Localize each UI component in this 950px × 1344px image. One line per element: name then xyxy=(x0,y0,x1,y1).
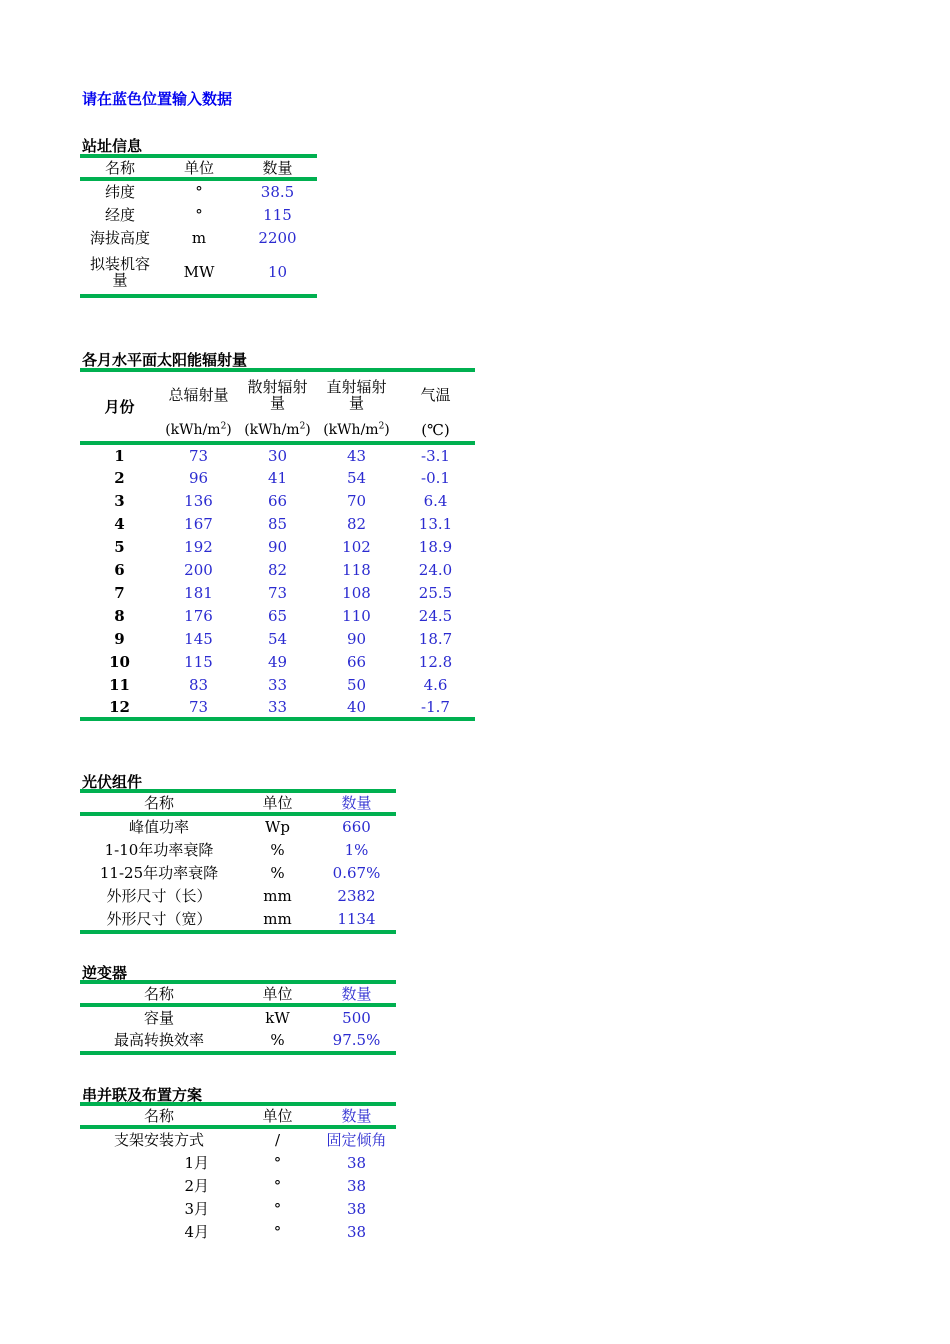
inverter-row-name: 最高转换效率 xyxy=(80,1029,238,1053)
scheme-table xyxy=(80,1102,396,1243)
radiation-total-cell[interactable]: 115 xyxy=(184,652,213,671)
radiation-header-total: 总辐射量 xyxy=(159,370,238,418)
scheme-month-unit: ° xyxy=(273,1153,282,1172)
table-row xyxy=(80,443,475,466)
site-row-name: 海拔高度 xyxy=(89,228,150,247)
radiation-direct-cell[interactable]: 40 xyxy=(317,696,396,719)
site-row-unit: m xyxy=(191,228,207,247)
table-row xyxy=(80,861,396,884)
table-row xyxy=(80,535,475,558)
table-row xyxy=(80,814,396,838)
inverter-row-unit: kW xyxy=(265,1009,290,1027)
table-row xyxy=(80,696,475,719)
radiation-header-temp: 气温 xyxy=(396,370,475,418)
site-header-name: 名称 xyxy=(80,156,160,179)
table-row xyxy=(80,581,475,604)
site-header-row xyxy=(80,156,317,179)
scheme-month-value[interactable]: 38 xyxy=(346,1199,367,1218)
radiation-unit-diffuse: $(kWh/m^2)$ xyxy=(238,418,317,443)
radiation-total-cell[interactable]: 83 xyxy=(188,675,209,694)
inverter-row-name: 容量 xyxy=(143,1009,174,1027)
radiation-diffuse-cell[interactable]: 90 xyxy=(267,537,288,556)
scheme-mount-name: 支架安装方式 xyxy=(113,1131,204,1149)
radiation-direct-cell[interactable]: 102 xyxy=(342,537,371,556)
scheme-month-name: 1月 xyxy=(184,1153,209,1172)
radiation-temp-cell[interactable]: -0.1 xyxy=(421,468,450,487)
radiation-header-row xyxy=(80,370,475,418)
site-section-title: 站址信息 xyxy=(82,137,143,155)
radiation-diffuse-cell[interactable]: 66 xyxy=(267,491,288,510)
pv-section-title: 光伏组件 xyxy=(82,773,143,791)
table-row xyxy=(80,1174,396,1197)
radiation-temp-cell[interactable]: 18.7 xyxy=(418,629,453,648)
pv-row-unit: mm xyxy=(263,887,292,905)
radiation-month-cell: 8 xyxy=(114,606,125,625)
radiation-header-diffuse: 散射辐射量 xyxy=(238,370,317,418)
radiation-month-cell: 3 xyxy=(114,491,125,510)
pv-row-value[interactable]: 0.67% xyxy=(332,863,381,882)
radiation-total-cell[interactable]: 136 xyxy=(184,491,213,510)
radiation-unit-direct: $(kWh/m^2)$ xyxy=(317,418,396,443)
radiation-diffuse-cell[interactable]: 41 xyxy=(267,468,288,487)
radiation-month-cell: 9 xyxy=(114,629,125,648)
radiation-month-cell: 12 xyxy=(80,696,159,719)
scheme-header-row xyxy=(80,1104,396,1127)
radiation-temp-cell[interactable]: 18.9 xyxy=(418,537,453,556)
radiation-month-cell: 5 xyxy=(114,537,125,556)
pv-row-name: 外形尺寸（长） xyxy=(106,887,212,905)
site-row-value[interactable]: 2200 xyxy=(258,228,297,247)
scheme-section-title: 串并联及布置方案 xyxy=(82,1086,203,1104)
radiation-total-cell[interactable]: 167 xyxy=(184,514,213,533)
radiation-month-cell: 11 xyxy=(109,675,130,694)
radiation-temp-cell[interactable]: 24.5 xyxy=(418,606,453,625)
table-row xyxy=(80,1220,396,1243)
radiation-diffuse-cell[interactable]: 85 xyxy=(267,514,288,533)
pv-row-unit: mm xyxy=(238,908,317,932)
radiation-month-cell: 10 xyxy=(109,652,130,671)
table-row xyxy=(80,466,475,489)
radiation-temp-cell[interactable]: 4.6 xyxy=(423,675,448,694)
radiation-total-cell[interactable]: 181 xyxy=(184,583,213,602)
inverter-row-value[interactable]: 97.5% xyxy=(317,1029,396,1053)
radiation-diffuse-cell[interactable]: 33 xyxy=(238,696,317,719)
table-row xyxy=(80,627,475,650)
inverter-header-row xyxy=(80,982,396,1005)
scheme-month-value[interactable]: 38 xyxy=(346,1153,367,1172)
radiation-total-cell[interactable]: 73 xyxy=(159,696,238,719)
inverter-header-name: 名称 xyxy=(80,982,238,1005)
radiation-table xyxy=(80,368,475,721)
inverter-section-title: 逆变器 xyxy=(82,964,128,982)
radiation-total-cell[interactable]: 176 xyxy=(184,606,213,625)
radiation-diffuse-cell[interactable]: 49 xyxy=(267,652,288,671)
scheme-month-name: 4月 xyxy=(184,1222,209,1241)
site-row-value[interactable]: 115 xyxy=(263,205,292,224)
table-row xyxy=(80,1029,396,1053)
radiation-total-cell[interactable]: 96 xyxy=(188,468,209,487)
site-header-unit: 单位 xyxy=(160,156,238,179)
radiation-direct-cell[interactable]: 90 xyxy=(346,629,367,648)
pv-header-name: 名称 xyxy=(80,791,238,814)
site-row-unit: MW xyxy=(160,249,238,296)
radiation-temp-cell[interactable]: 6.4 xyxy=(423,491,448,510)
radiation-direct-cell[interactable]: 50 xyxy=(346,675,367,694)
scheme-month-name: 3月 xyxy=(184,1199,209,1218)
radiation-direct-cell[interactable]: 54 xyxy=(346,468,367,487)
radiation-diffuse-cell[interactable]: 54 xyxy=(267,629,288,648)
table-row xyxy=(80,249,317,296)
table-row xyxy=(80,512,475,535)
pv-header-unit: 单位 xyxy=(238,791,317,814)
table-row xyxy=(80,558,475,581)
radiation-diffuse-cell[interactable]: 65 xyxy=(267,606,288,625)
table-row xyxy=(80,1151,396,1174)
site-table xyxy=(80,154,317,298)
pv-row-unit: % xyxy=(270,840,285,859)
table-row xyxy=(80,884,396,908)
inverter-table xyxy=(80,980,396,1055)
site-row-value[interactable]: 10 xyxy=(238,249,317,296)
site-row-name: 拟装机容量 xyxy=(80,249,160,296)
scheme-month-value[interactable]: 38 xyxy=(346,1176,367,1195)
radiation-temp-cell[interactable]: 25.5 xyxy=(418,583,453,602)
table-row xyxy=(80,179,317,203)
radiation-temp-cell[interactable]: -1.7 xyxy=(396,696,475,719)
site-row-value[interactable]: 38.5 xyxy=(260,183,295,201)
scheme-mount-unit: / xyxy=(274,1131,281,1149)
radiation-temp-cell[interactable]: 13.1 xyxy=(418,514,453,533)
scheme-month-value[interactable]: 38 xyxy=(346,1222,367,1241)
site-row-name: 经度 xyxy=(104,205,135,224)
pv-row-unit: Wp xyxy=(264,818,291,836)
table-row xyxy=(80,1197,396,1220)
inverter-header-value: 数量 xyxy=(317,982,396,1005)
radiation-total-cell[interactable]: 200 xyxy=(184,560,213,579)
table-row xyxy=(80,650,475,673)
pv-row-value[interactable]: 1134 xyxy=(317,908,396,932)
radiation-direct-cell[interactable]: 118 xyxy=(342,560,371,579)
pv-header-row xyxy=(80,791,396,814)
radiation-unit-temp: (℃) xyxy=(396,418,475,443)
inverter-row-value[interactable]: 500 xyxy=(342,1009,371,1027)
scheme-header-value: 数量 xyxy=(317,1104,396,1127)
instruction-text: 请在蓝色位置输入数据 xyxy=(82,90,233,108)
radiation-month-cell: 2 xyxy=(114,468,125,487)
scheme-header-unit: 单位 xyxy=(238,1104,317,1127)
pv-table xyxy=(80,789,396,934)
table-row xyxy=(80,838,396,861)
scheme-month-unit: ° xyxy=(273,1199,282,1218)
radiation-direct-cell[interactable]: 110 xyxy=(342,606,371,625)
radiation-temp-cell[interactable]: 24.0 xyxy=(418,560,453,579)
table-row xyxy=(80,1127,396,1151)
table-row xyxy=(80,1005,396,1029)
radiation-diffuse-cell[interactable]: 30 xyxy=(267,446,288,465)
radiation-month-cell: 7 xyxy=(114,583,125,602)
radiation-total-cell[interactable]: 192 xyxy=(184,537,213,556)
radiation-direct-cell[interactable]: 70 xyxy=(346,491,367,510)
pv-row-name: 外形尺寸（宽） xyxy=(80,908,238,932)
radiation-diffuse-cell[interactable]: 82 xyxy=(267,560,288,579)
radiation-header-month: 月份 xyxy=(80,370,159,443)
table-row xyxy=(80,908,396,932)
pv-row-unit: % xyxy=(270,863,285,882)
site-row-name: 纬度 xyxy=(104,183,135,201)
inverter-header-unit: 单位 xyxy=(238,982,317,1005)
site-header-value: 数量 xyxy=(238,156,317,179)
pv-row-value[interactable]: 660 xyxy=(342,818,371,836)
scheme-month-unit: ° xyxy=(273,1176,282,1195)
pv-row-value[interactable]: 1% xyxy=(344,840,369,859)
scheme-month-name: 2月 xyxy=(184,1176,209,1195)
radiation-diffuse-cell[interactable]: 73 xyxy=(267,583,288,602)
radiation-direct-cell[interactable]: 108 xyxy=(342,583,371,602)
site-row-unit: ° xyxy=(195,183,203,201)
radiation-total-cell[interactable]: 145 xyxy=(184,629,213,648)
scheme-month-unit: ° xyxy=(273,1222,282,1241)
radiation-direct-cell[interactable]: 66 xyxy=(346,652,367,671)
inverter-row-unit: % xyxy=(238,1029,317,1053)
table-row xyxy=(80,226,317,249)
radiation-temp-cell[interactable]: 12.8 xyxy=(418,652,453,671)
pv-row-name: 1-10年功率衰降 xyxy=(104,840,214,859)
radiation-section-title: 各月水平面太阳能辐射量 xyxy=(82,351,248,369)
radiation-diffuse-cell[interactable]: 33 xyxy=(267,675,288,694)
pv-row-name: 峰值功率 xyxy=(128,818,189,836)
table-row xyxy=(80,489,475,512)
pv-row-name: 11-25年功率衰降 xyxy=(99,863,219,882)
table-row xyxy=(80,604,475,627)
table-row xyxy=(80,673,475,696)
pv-header-value: 数量 xyxy=(317,791,396,814)
radiation-month-cell: 1 xyxy=(114,446,125,465)
pv-row-value[interactable]: 2382 xyxy=(337,887,376,905)
radiation-direct-cell[interactable]: 82 xyxy=(346,514,367,533)
radiation-direct-cell[interactable]: 43 xyxy=(346,446,367,465)
site-row-unit: ° xyxy=(195,205,203,224)
scheme-header-name: 名称 xyxy=(80,1104,238,1127)
radiation-month-cell: 4 xyxy=(114,514,125,533)
scheme-mount-value[interactable]: 固定倾角 xyxy=(326,1131,387,1149)
radiation-header-direct: 直射辐射量 xyxy=(317,370,396,418)
radiation-total-cell[interactable]: 73 xyxy=(188,446,209,465)
radiation-unit-total: $(kWh/m^2)$ xyxy=(159,418,238,443)
table-row xyxy=(80,203,317,226)
radiation-month-cell: 6 xyxy=(114,560,125,579)
radiation-temp-cell[interactable]: -3.1 xyxy=(421,446,450,465)
